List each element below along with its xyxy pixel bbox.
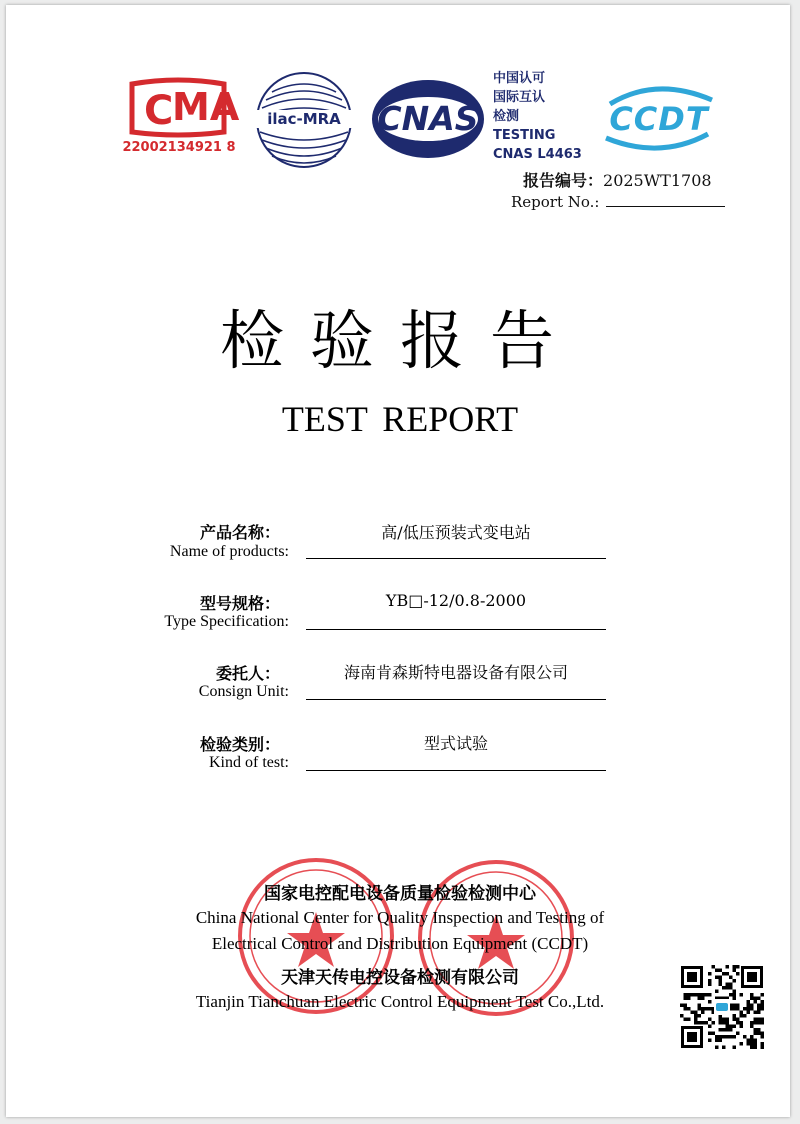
qr-module xyxy=(719,979,723,983)
qr-module xyxy=(684,993,688,997)
qr-module xyxy=(747,1004,751,1008)
qr-module xyxy=(726,1028,730,1032)
qr-module xyxy=(757,1011,761,1015)
qr-module xyxy=(687,1018,691,1022)
qr-module xyxy=(761,1018,765,1022)
qr-module xyxy=(726,1025,730,1029)
qr-module xyxy=(719,1018,723,1022)
qr-module xyxy=(736,1007,740,1011)
qr-module xyxy=(757,1028,761,1032)
cnas-caption-line: TESTING xyxy=(493,128,556,143)
field-value: 型式试验 xyxy=(423,734,488,753)
cma-logo-letters: MA xyxy=(172,85,240,129)
qr-module xyxy=(708,1025,712,1029)
qr-module xyxy=(733,1046,737,1050)
qr-module xyxy=(757,1032,761,1036)
qr-module xyxy=(733,965,737,969)
qr-module xyxy=(684,997,688,1001)
cnas-caption-line: 国际互认 xyxy=(493,90,546,105)
qr-module xyxy=(750,1004,754,1008)
qr-module xyxy=(733,1025,737,1029)
qr-module xyxy=(736,965,740,969)
qr-module xyxy=(740,1021,744,1025)
qr-module xyxy=(701,1007,705,1011)
qr-module xyxy=(708,1007,712,1011)
qr-module xyxy=(708,972,712,976)
field-underline xyxy=(306,629,606,630)
qr-module xyxy=(722,986,726,990)
qr-module xyxy=(726,1018,730,1022)
cnas-caption-line: CNAS L4463 xyxy=(493,147,582,162)
qr-module xyxy=(736,1021,740,1025)
qr-module xyxy=(757,997,761,1001)
qr-module xyxy=(729,986,733,990)
cnas-logo xyxy=(370,78,486,160)
qr-module xyxy=(729,1028,733,1032)
qr-module xyxy=(747,1042,751,1046)
qr-module xyxy=(708,983,712,987)
qr-module xyxy=(698,1007,702,1011)
cma-certificate-number: 22002134921 8 xyxy=(122,140,236,155)
qr-module xyxy=(719,969,723,973)
issuer-org1-en-line2: Electrical Control and Distribution Equipment (CCDT) xyxy=(211,934,589,953)
qr-module xyxy=(719,1021,723,1025)
qr-module xyxy=(754,1028,758,1032)
qr-code xyxy=(680,965,764,1049)
cma-logo xyxy=(120,76,238,160)
qr-module xyxy=(701,997,705,1001)
qr-module xyxy=(757,1004,761,1008)
qr-module xyxy=(761,1007,765,1011)
qr-module xyxy=(722,1021,726,1025)
qr-module xyxy=(708,993,712,997)
qr-module xyxy=(687,1007,691,1011)
qr-module xyxy=(740,1042,744,1046)
qr-module xyxy=(691,993,695,997)
qr-module xyxy=(761,1004,765,1008)
qr-module xyxy=(708,1039,712,1043)
field-underline xyxy=(306,699,606,700)
qr-module xyxy=(715,1035,719,1039)
qr-module xyxy=(719,983,723,987)
field-label-en: Type Specification: xyxy=(164,613,289,630)
qr-module xyxy=(701,1011,705,1015)
qr-module xyxy=(733,1014,737,1018)
qr-module xyxy=(733,1007,737,1011)
qr-module xyxy=(722,1046,726,1050)
qr-module xyxy=(722,972,726,976)
report-number xyxy=(523,168,712,191)
qr-module xyxy=(733,990,737,994)
qr-module xyxy=(705,1007,709,1011)
qr-module xyxy=(687,997,691,1001)
qr-module xyxy=(708,1018,712,1022)
qr-module xyxy=(761,1042,765,1046)
qr-module xyxy=(684,1007,688,1011)
qr-module xyxy=(715,1039,719,1043)
qr-module xyxy=(726,983,730,987)
qr-module xyxy=(733,969,737,973)
qr-module xyxy=(740,1014,744,1018)
qr-module xyxy=(761,993,765,997)
qr-module xyxy=(694,1011,698,1015)
issuer-org1-cn: 国家电控配电设备质量检验检测中心 xyxy=(264,884,536,904)
issuer-org2-en: Tianjin Tianchuan Electric Control Equipment Test Co.,Ltd. xyxy=(195,992,605,1011)
qr-module xyxy=(757,1007,761,1011)
qr-module xyxy=(747,1007,751,1011)
qr-module xyxy=(754,1000,758,1004)
qr-module xyxy=(726,965,730,969)
cnas-caption-line: 检测 xyxy=(493,109,520,124)
qr-module xyxy=(698,1014,702,1018)
qr-module xyxy=(750,997,754,1001)
qr-module xyxy=(733,993,737,997)
report-number-value: 2025WT1708 xyxy=(603,171,712,190)
qr-module xyxy=(754,1042,758,1046)
qr-module xyxy=(747,1011,751,1015)
qr-module xyxy=(761,1021,765,1025)
qr-module xyxy=(691,1011,695,1015)
qr-module xyxy=(750,1035,754,1039)
report-number-label-cn: 报告编号： xyxy=(523,171,604,190)
qr-module xyxy=(754,1046,758,1050)
field-label-en: Kind of test: xyxy=(209,754,289,771)
ilac-mra-text: ilac-MRA xyxy=(254,110,354,128)
qr-module xyxy=(687,993,691,997)
qr-module xyxy=(743,1014,747,1018)
qr-module xyxy=(705,1021,709,1025)
qr-module xyxy=(736,1004,740,1008)
qr-module xyxy=(750,1046,754,1050)
field-value: 海南肯森斯特电器设备有限公司 xyxy=(343,663,568,682)
qr-module xyxy=(761,1046,765,1050)
qr-module xyxy=(698,997,702,1001)
qr-module xyxy=(726,1021,730,1025)
qr-module xyxy=(715,976,719,980)
qr-module xyxy=(740,1025,744,1029)
issuer-org2-cn: 天津天传电控设备检测有限公司 xyxy=(281,968,519,988)
qr-module xyxy=(712,1021,716,1025)
qr-module xyxy=(726,986,730,990)
qr-module xyxy=(729,1025,733,1029)
report-number-underline xyxy=(606,206,725,207)
qr-module xyxy=(708,979,712,983)
field-label-en: Consign Unit: xyxy=(198,683,289,700)
qr-module xyxy=(684,1004,688,1008)
qr-module xyxy=(733,997,737,1001)
qr-module xyxy=(747,1039,751,1043)
qr-module xyxy=(761,1035,765,1039)
qr-module xyxy=(708,1032,712,1036)
qr-module xyxy=(733,979,737,983)
qr-module xyxy=(754,1018,758,1022)
qr-module xyxy=(750,1007,754,1011)
qr-module xyxy=(715,1046,719,1050)
cnas-caption xyxy=(493,69,603,164)
ilac-mra-logo xyxy=(254,70,354,170)
qr-module xyxy=(757,1018,761,1022)
qr-module xyxy=(729,983,733,987)
qr-module xyxy=(719,1028,723,1032)
qr-module xyxy=(750,993,754,997)
svg-text:C: C xyxy=(144,88,174,134)
qr-module xyxy=(719,1039,723,1043)
cnas-logo-text: CNAS xyxy=(377,99,479,138)
qr-module xyxy=(729,976,733,980)
qr-module xyxy=(754,1039,758,1043)
qr-module xyxy=(680,1014,684,1018)
qr-module xyxy=(754,1011,758,1015)
field-label-en: Name of products: xyxy=(169,543,289,560)
qr-module xyxy=(698,1021,702,1025)
qr-module xyxy=(708,1000,712,1004)
qr-module xyxy=(733,1018,737,1022)
qr-module xyxy=(736,1018,740,1022)
field-label-cn: 型号规格： xyxy=(199,594,280,613)
field-underline xyxy=(306,558,606,559)
qr-module xyxy=(715,990,719,994)
title-chinese: 检验报告 xyxy=(220,305,580,379)
qr-module xyxy=(740,1011,744,1015)
qr-module xyxy=(722,1018,726,1022)
qr-module xyxy=(701,1021,705,1025)
qr-module xyxy=(726,1035,730,1039)
ccdt-logo xyxy=(596,80,722,156)
qr-module xyxy=(754,997,758,1001)
qr-module xyxy=(715,969,719,973)
qr-module xyxy=(712,1032,716,1036)
qr-module xyxy=(684,1018,688,1022)
qr-module xyxy=(694,993,698,997)
qr-module xyxy=(761,1032,765,1036)
qr-module xyxy=(757,1021,761,1025)
report-number-label-en: Report No.: xyxy=(511,193,600,211)
qr-module xyxy=(722,1035,726,1039)
qr-module xyxy=(736,1032,740,1036)
qr-module xyxy=(733,1035,737,1039)
qr-module xyxy=(740,993,744,997)
qr-module xyxy=(750,1025,754,1029)
qr-module xyxy=(694,1021,698,1025)
qr-module xyxy=(719,976,723,980)
qr-module xyxy=(726,972,730,976)
qr-module xyxy=(747,1000,751,1004)
qr-module xyxy=(705,993,709,997)
qr-module xyxy=(680,1004,684,1008)
field-underline xyxy=(306,770,606,771)
qr-module xyxy=(743,1035,747,1039)
qr-module xyxy=(719,1035,723,1039)
qr-module xyxy=(750,1042,754,1046)
field-label-cn: 检验类别： xyxy=(199,735,280,754)
qr-module xyxy=(754,1021,758,1025)
qr-module xyxy=(750,1039,754,1043)
qr-module xyxy=(712,965,716,969)
field-value: 高/低压预装式变电站 xyxy=(381,523,531,542)
ccdt-logo-text: CCDT xyxy=(609,100,709,138)
qr-module xyxy=(722,1028,726,1032)
qr-module xyxy=(729,993,733,997)
qr-module xyxy=(694,1018,698,1022)
qr-module xyxy=(694,1014,698,1018)
qr-module xyxy=(729,1035,733,1039)
qr-module xyxy=(761,1000,765,1004)
cnas-caption-line: 中国认可 xyxy=(493,71,546,86)
qr-module xyxy=(743,1007,747,1011)
field-label-cn: 委托人： xyxy=(215,664,280,683)
qr-module xyxy=(698,1004,702,1008)
qr-module xyxy=(736,972,740,976)
title-english: TEST REPORT xyxy=(281,399,519,439)
qr-module xyxy=(701,993,705,997)
qr-module xyxy=(733,1004,737,1008)
qr-module xyxy=(754,1032,758,1036)
qr-module xyxy=(698,993,702,997)
field-label-cn: 产品名称： xyxy=(199,523,280,542)
qr-module xyxy=(750,1021,754,1025)
field-value: YB□-12/0.8-2000 xyxy=(385,591,527,610)
issuer-org1-en-line1: China National Center for Quality Inspection and Testing of xyxy=(195,908,605,927)
